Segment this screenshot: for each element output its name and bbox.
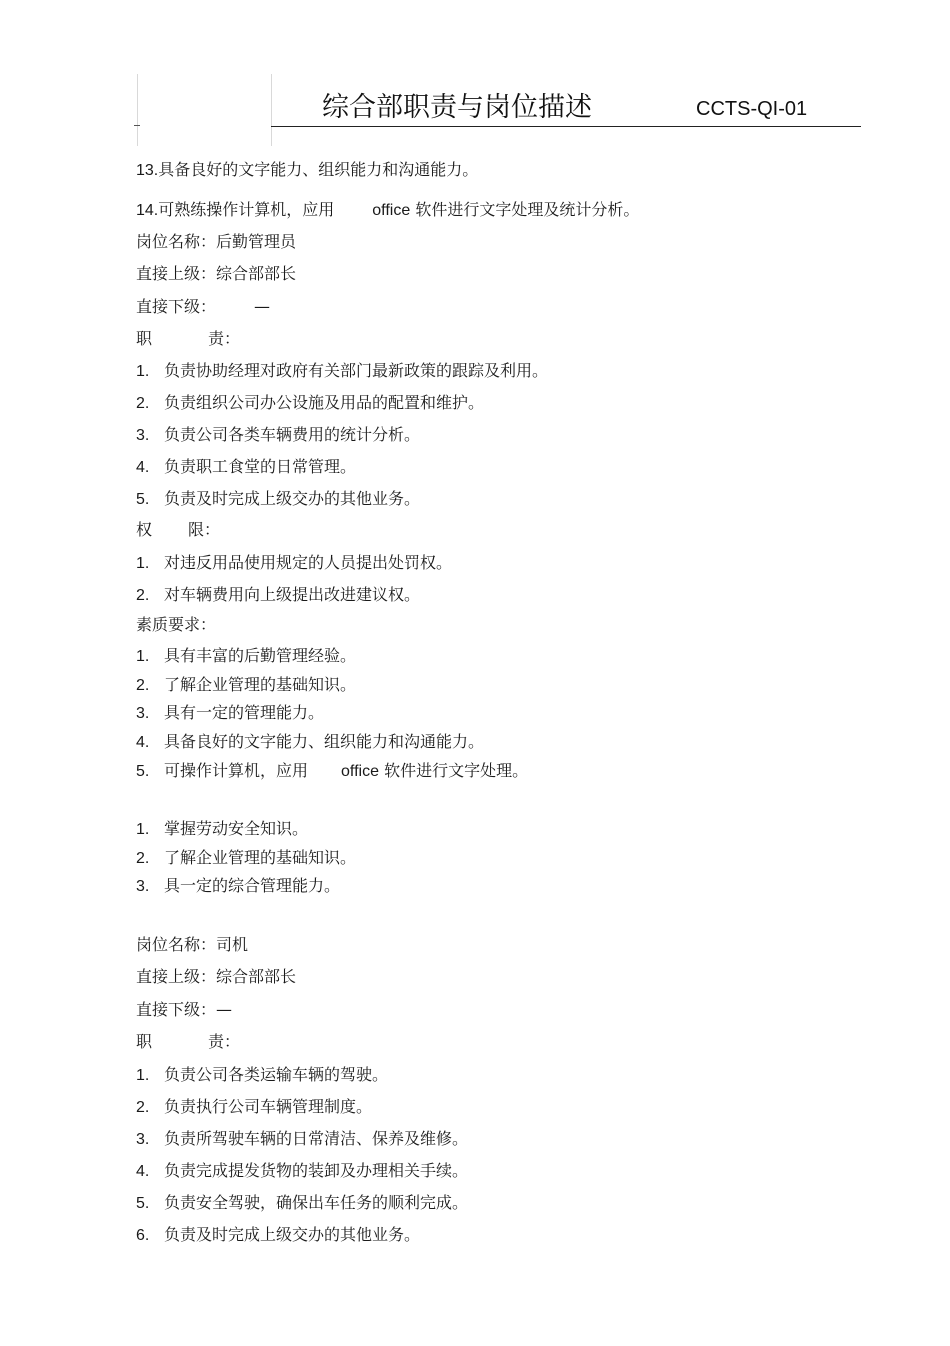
list-item [136, 584, 420, 607]
item-number: 1. [136, 555, 150, 572]
list-item [136, 760, 528, 783]
duties-heading-b: 责： [208, 329, 241, 348]
duties-heading-b: 责： [208, 1032, 241, 1051]
item-number: 13. [136, 162, 159, 179]
direct-superior: 直接上级：综合部部长 [136, 264, 297, 283]
list-item [136, 847, 356, 870]
list-item [136, 818, 308, 841]
item-number: 2. [136, 677, 150, 694]
item-number: 2. [136, 1099, 150, 1116]
list-item [136, 1160, 468, 1183]
item-text: 负责完成提发货物的装卸及办理相关手续。 [164, 1161, 469, 1180]
duties-heading-a: 职 [136, 1032, 153, 1051]
item-number: 1. [136, 648, 150, 665]
item-text: 对车辆费用向上级提出改进建议权。 [164, 585, 421, 604]
duties-heading [136, 1031, 240, 1053]
item-text: 具备良好的文字能力、组织能力和沟通能力。 [164, 732, 485, 751]
position-name: 岗位名称：司机 [136, 935, 249, 954]
item-text: 负责职工食堂的日常管理。 [164, 457, 357, 476]
office-term: office [341, 763, 379, 780]
item-number: 3. [136, 705, 150, 722]
document-code: CCTS-QI-01 [696, 98, 808, 120]
item-number: 3. [136, 878, 150, 895]
list-item [136, 552, 452, 575]
item-number: 2. [136, 587, 150, 604]
header-box-right-border [271, 74, 272, 146]
item-text: 具备良好的文字能力、组织能力和沟通能力。 [158, 160, 479, 179]
item-number: 5. [136, 491, 150, 508]
list-item [136, 875, 340, 898]
item-number: 4. [136, 1163, 150, 1180]
list-item [136, 360, 548, 383]
list-item [136, 424, 420, 447]
item-number: 14. [136, 202, 159, 219]
list-item [136, 1192, 468, 1215]
item-text: 了解企业管理的基础知识。 [164, 848, 357, 867]
list-item [136, 159, 478, 182]
item-number: 3. [136, 427, 150, 444]
list-item [136, 488, 420, 511]
item-text: 负责安全驾驶，确保出车任务的顺利完成。 [164, 1193, 469, 1212]
header-tick [134, 125, 140, 126]
direct-subordinate [136, 296, 270, 318]
list-item [136, 1096, 372, 1119]
item-text: 对违反用品使用规定的人员提出处罚权。 [164, 553, 453, 572]
item-text: 软件进行文字处理。 [384, 761, 529, 780]
list-item [136, 1224, 420, 1247]
item-number: 5. [136, 1195, 150, 1212]
item-number: 1. [136, 821, 150, 838]
item-text: 负责公司各类运输车辆的驾驶。 [164, 1065, 389, 1084]
page-title: 综合部职责与岗位描述 [322, 92, 592, 123]
header-box-left-border [137, 74, 138, 146]
item-text: 软件进行文字处理及统计分析。 [415, 200, 640, 219]
list-item [136, 199, 639, 222]
item-text: 具有丰富的后勤管理经验。 [164, 646, 357, 665]
office-term: office [372, 202, 411, 219]
list-item [136, 645, 356, 668]
subordinate-label: 直接下级： [136, 297, 217, 316]
item-text: 掌握劳动安全知识。 [164, 819, 309, 838]
item-number: 3. [136, 1131, 150, 1148]
list-item [136, 1064, 388, 1087]
item-number: 4. [136, 459, 150, 476]
item-text: 负责及时完成上级交办的其他业务。 [164, 1225, 421, 1244]
item-text: 负责协助经理对政府有关部门最新政策的跟踪及利用。 [164, 361, 549, 380]
item-text: 负责执行公司车辆管理制度。 [164, 1097, 373, 1116]
authority-heading-a: 权 [136, 520, 153, 539]
item-text: 负责公司各类车辆费用的统计分析。 [164, 425, 421, 444]
item-text: 具有一定的管理能力。 [164, 703, 325, 722]
item-text: 负责组织公司办公设施及用品的配置和维护。 [164, 393, 485, 412]
list-item [136, 702, 324, 725]
list-item [136, 392, 484, 415]
item-text: 了解企业管理的基础知识。 [164, 675, 357, 694]
item-text: 负责及时完成上级交办的其他业务。 [164, 489, 421, 508]
subordinate-value: — [254, 297, 271, 316]
authority-heading [136, 519, 220, 541]
header-rule [271, 126, 861, 127]
direct-subordinate: 直接下级：— [136, 1000, 233, 1019]
list-item [136, 731, 484, 754]
list-item [136, 456, 356, 479]
item-number: 2. [136, 850, 150, 867]
item-number: 5. [136, 763, 150, 780]
authority-heading-b: 限： [188, 520, 221, 539]
list-item [136, 674, 356, 697]
quality-heading: 素质要求： [136, 615, 217, 634]
duties-heading [136, 328, 240, 350]
item-number: 4. [136, 734, 150, 751]
direct-superior: 直接上级：综合部部长 [136, 967, 297, 986]
item-number: 6. [136, 1227, 150, 1244]
list-item [136, 1128, 468, 1151]
position-name: 岗位名称：后勤管理员 [136, 232, 297, 251]
item-text: 具一定的综合管理能力。 [164, 876, 341, 895]
item-number: 1. [136, 1067, 150, 1084]
item-text: 负责所驾驶车辆的日常清洁、保养及维修。 [164, 1129, 469, 1148]
item-number: 1. [136, 363, 150, 380]
item-text: 可熟练操作计算机，应用 [158, 200, 335, 219]
item-number: 2. [136, 395, 150, 412]
item-text: 可操作计算机，应用 [164, 761, 309, 780]
duties-heading-a: 职 [136, 329, 153, 348]
